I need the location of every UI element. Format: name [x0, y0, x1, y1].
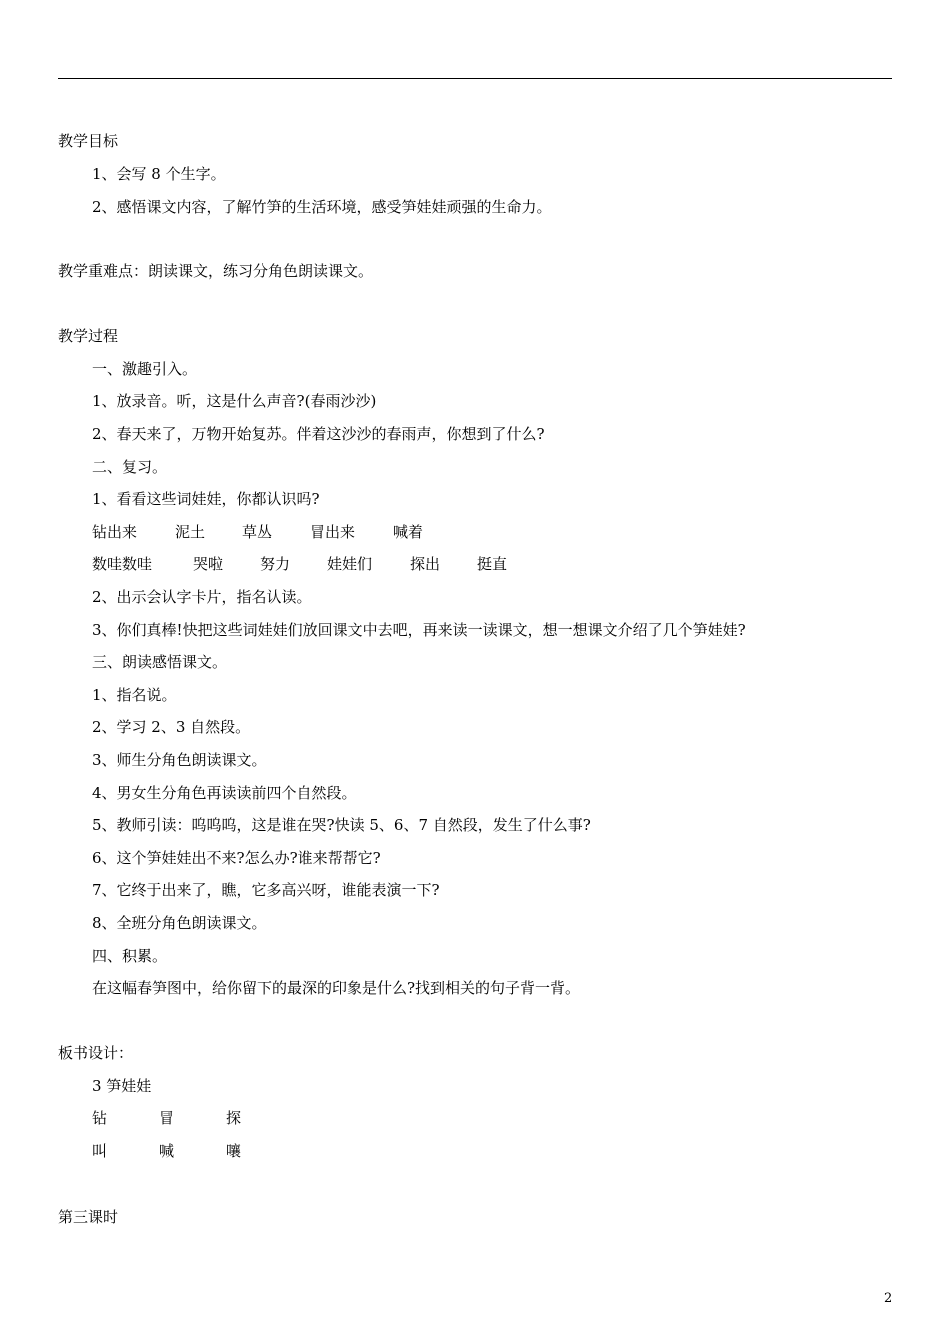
- goals-heading: 教学目标: [58, 132, 119, 150]
- process-line: 6、这个笋娃娃出不来?怎么办?谁来帮帮它?: [92, 849, 381, 867]
- process-line: 一、激趣引入。: [92, 360, 198, 378]
- process-line: 3、师生分角色朗读课文。: [92, 751, 267, 769]
- process-line: 2、学习 2、3 自然段。: [92, 718, 251, 736]
- word-item: 草丛: [242, 523, 273, 541]
- goal-item-2: 2、感悟课文内容，了解竹笋的生活环境，感受笋娃娃顽强的生命力。: [92, 198, 552, 216]
- board-row-2: [0, 1141, 950, 1161]
- board-char: 探: [226, 1109, 242, 1127]
- word-item: 钻出来: [92, 523, 138, 541]
- word-item: 探出: [410, 555, 441, 573]
- process-line: 5、教师引读：呜呜呜，这是谁在哭?快读 5、6、7 自然段，发生了什么事?: [92, 816, 591, 834]
- process-line: 4、男女生分角色再读读前四个自然段。: [92, 784, 357, 802]
- word-item: 努力: [260, 555, 291, 573]
- process-line: 三、朗读感悟课文。: [92, 653, 228, 671]
- word-item: 挺直: [477, 555, 508, 573]
- process-line: 3、你们真棒!快把这些词娃娃们放回课文中去吧，再来读一读课文，想一想课文介绍了几个笋娃娃?: [92, 621, 746, 639]
- board-char: 喊: [159, 1142, 175, 1160]
- process-line: 1、指名说。: [92, 686, 177, 704]
- goal-item-1: 1、会写 8 个生字。: [92, 165, 226, 183]
- word-item: 数哇数哇: [92, 555, 153, 573]
- word-item: 泥土: [175, 523, 206, 541]
- process-line: 2、出示会认字卡片，指名认读。: [92, 588, 312, 606]
- next-lesson-heading: 第三课时: [58, 1208, 119, 1226]
- process-line: 1、看看这些词娃娃，你都认识吗?: [92, 490, 320, 508]
- process-line: 2、春天来了，万物开始复苏。伴着这沙沙的春雨声，你想到了什么?: [92, 425, 545, 443]
- process-heading: 教学过程: [58, 327, 119, 345]
- process-line: 四、积累。: [92, 947, 168, 965]
- board-title: 3 笋娃娃: [92, 1077, 152, 1095]
- word-item: 哭啦: [193, 555, 224, 573]
- process-line: 7、它终于出来了，瞧，它多高兴呀，谁能表演一下?: [92, 881, 440, 899]
- board-char: 嚷: [226, 1142, 242, 1160]
- board-char: 冒: [159, 1109, 175, 1127]
- word-item: 冒出来: [310, 523, 356, 541]
- process-line: 1、放录音。听，这是什么声音?(春雨沙沙): [92, 392, 377, 410]
- board-char: 叫: [92, 1142, 108, 1160]
- word-item: 喊着: [393, 523, 424, 541]
- word-row-2: [0, 554, 950, 574]
- page-number: 2: [884, 1291, 893, 1306]
- process-line: 在这幅春笋图中，给你留下的最深的印象是什么?找到相关的句子背一背。: [92, 979, 581, 997]
- key-points: 教学重难点：朗读课文，练习分角色朗读课文。: [58, 262, 374, 280]
- header-rule: [58, 78, 892, 79]
- board-row-1: [0, 1108, 950, 1128]
- word-row-1: [0, 522, 950, 542]
- board-heading: 板书设计：: [58, 1044, 134, 1062]
- board-char: 钻: [92, 1109, 108, 1127]
- process-line: 8、全班分角色朗读课文。: [92, 914, 267, 932]
- word-item: 娃娃们: [327, 555, 373, 573]
- process-line: 二、复习。: [92, 458, 168, 476]
